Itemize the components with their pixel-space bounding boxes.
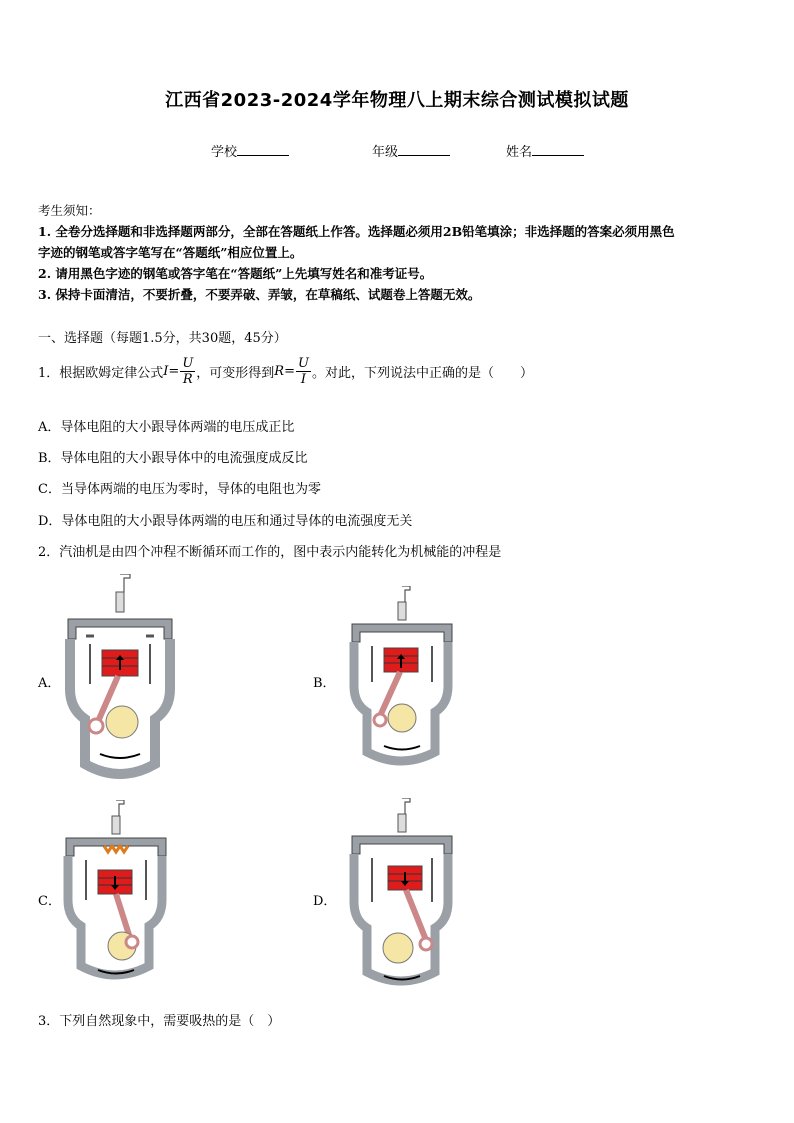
section-heading: 一、选择题（每题1.5分，共30题，45分） [38,331,287,346]
school-field: 学校 [211,141,289,160]
q2-label-b: B． [313,676,336,691]
name-blank [532,143,584,156]
question-3: 3．下列自然现象中，需要吸热的是（ ） [38,1014,281,1029]
notice-item-1-line-1: 1. 全卷分选择题和非选择题两部分，全部在答题纸上作答。选择题必须用2B铅笔填涂；非选择题的答案必须用黑色 [38,224,675,239]
question-2: 2．汽油机是由四个冲程不断循环而工作的，图中表示内能转化为机械能的冲程是 [38,545,502,560]
q1-option-a: A．导体电阻的大小跟导体两端的电压成正比 [38,420,295,435]
notice-item-2: 2. 请用黑色字迹的钢笔或答字笔在“答题纸”上先填写姓名和准考证号。 [38,266,433,281]
engine-diagram-a [60,574,180,780]
notice-item-3: 3. 保持卡面清洁，不要折叠，不要弄破、弄皱，在草稿纸、试题卷上答题无效。 [38,287,481,302]
page-title: 江西省2023-2024学年物理八上期末综合测试模拟试题 [165,90,629,111]
q1-option-d: D．导体电阻的大小跟导体两端的电压和通过导体的电流强度无关 [38,514,413,529]
school-blank [237,143,289,156]
formula-fraction-1: $\frac{U}{R}$ [182,356,194,387]
notice-heading: 考生须知： [38,203,101,218]
formula-fraction-2: $\frac{U}{I}$ [297,356,309,387]
q1-option-b: B．导体电阻的大小跟导体中的电流强度成反比 [38,451,308,466]
name-field: 姓名 [506,141,584,160]
notice-item-1-line-2: 字迹的钢笔或答字笔写在“答题纸”相应位置上。 [38,245,303,260]
q2-label-c: C． [38,894,61,909]
grade-field: 年级 [372,141,450,160]
engine-diagram-d [346,798,458,998]
engine-diagram-c [60,800,172,990]
q2-label-a: A． [38,676,61,691]
grade-blank [398,143,450,156]
question-1: 1．根据欧姆定律公式 I= $\frac{U}{R}$ ，可变形得到 R= $\frac{U}{I}$ 。对此，下列说法中正确的是（ ） [38,356,533,387]
q1-option-c: C．当导体两端的电压为零时，导体的电阻也为零 [38,482,321,497]
engine-diagram-b [346,586,458,770]
q2-label-d: D． [313,894,337,909]
